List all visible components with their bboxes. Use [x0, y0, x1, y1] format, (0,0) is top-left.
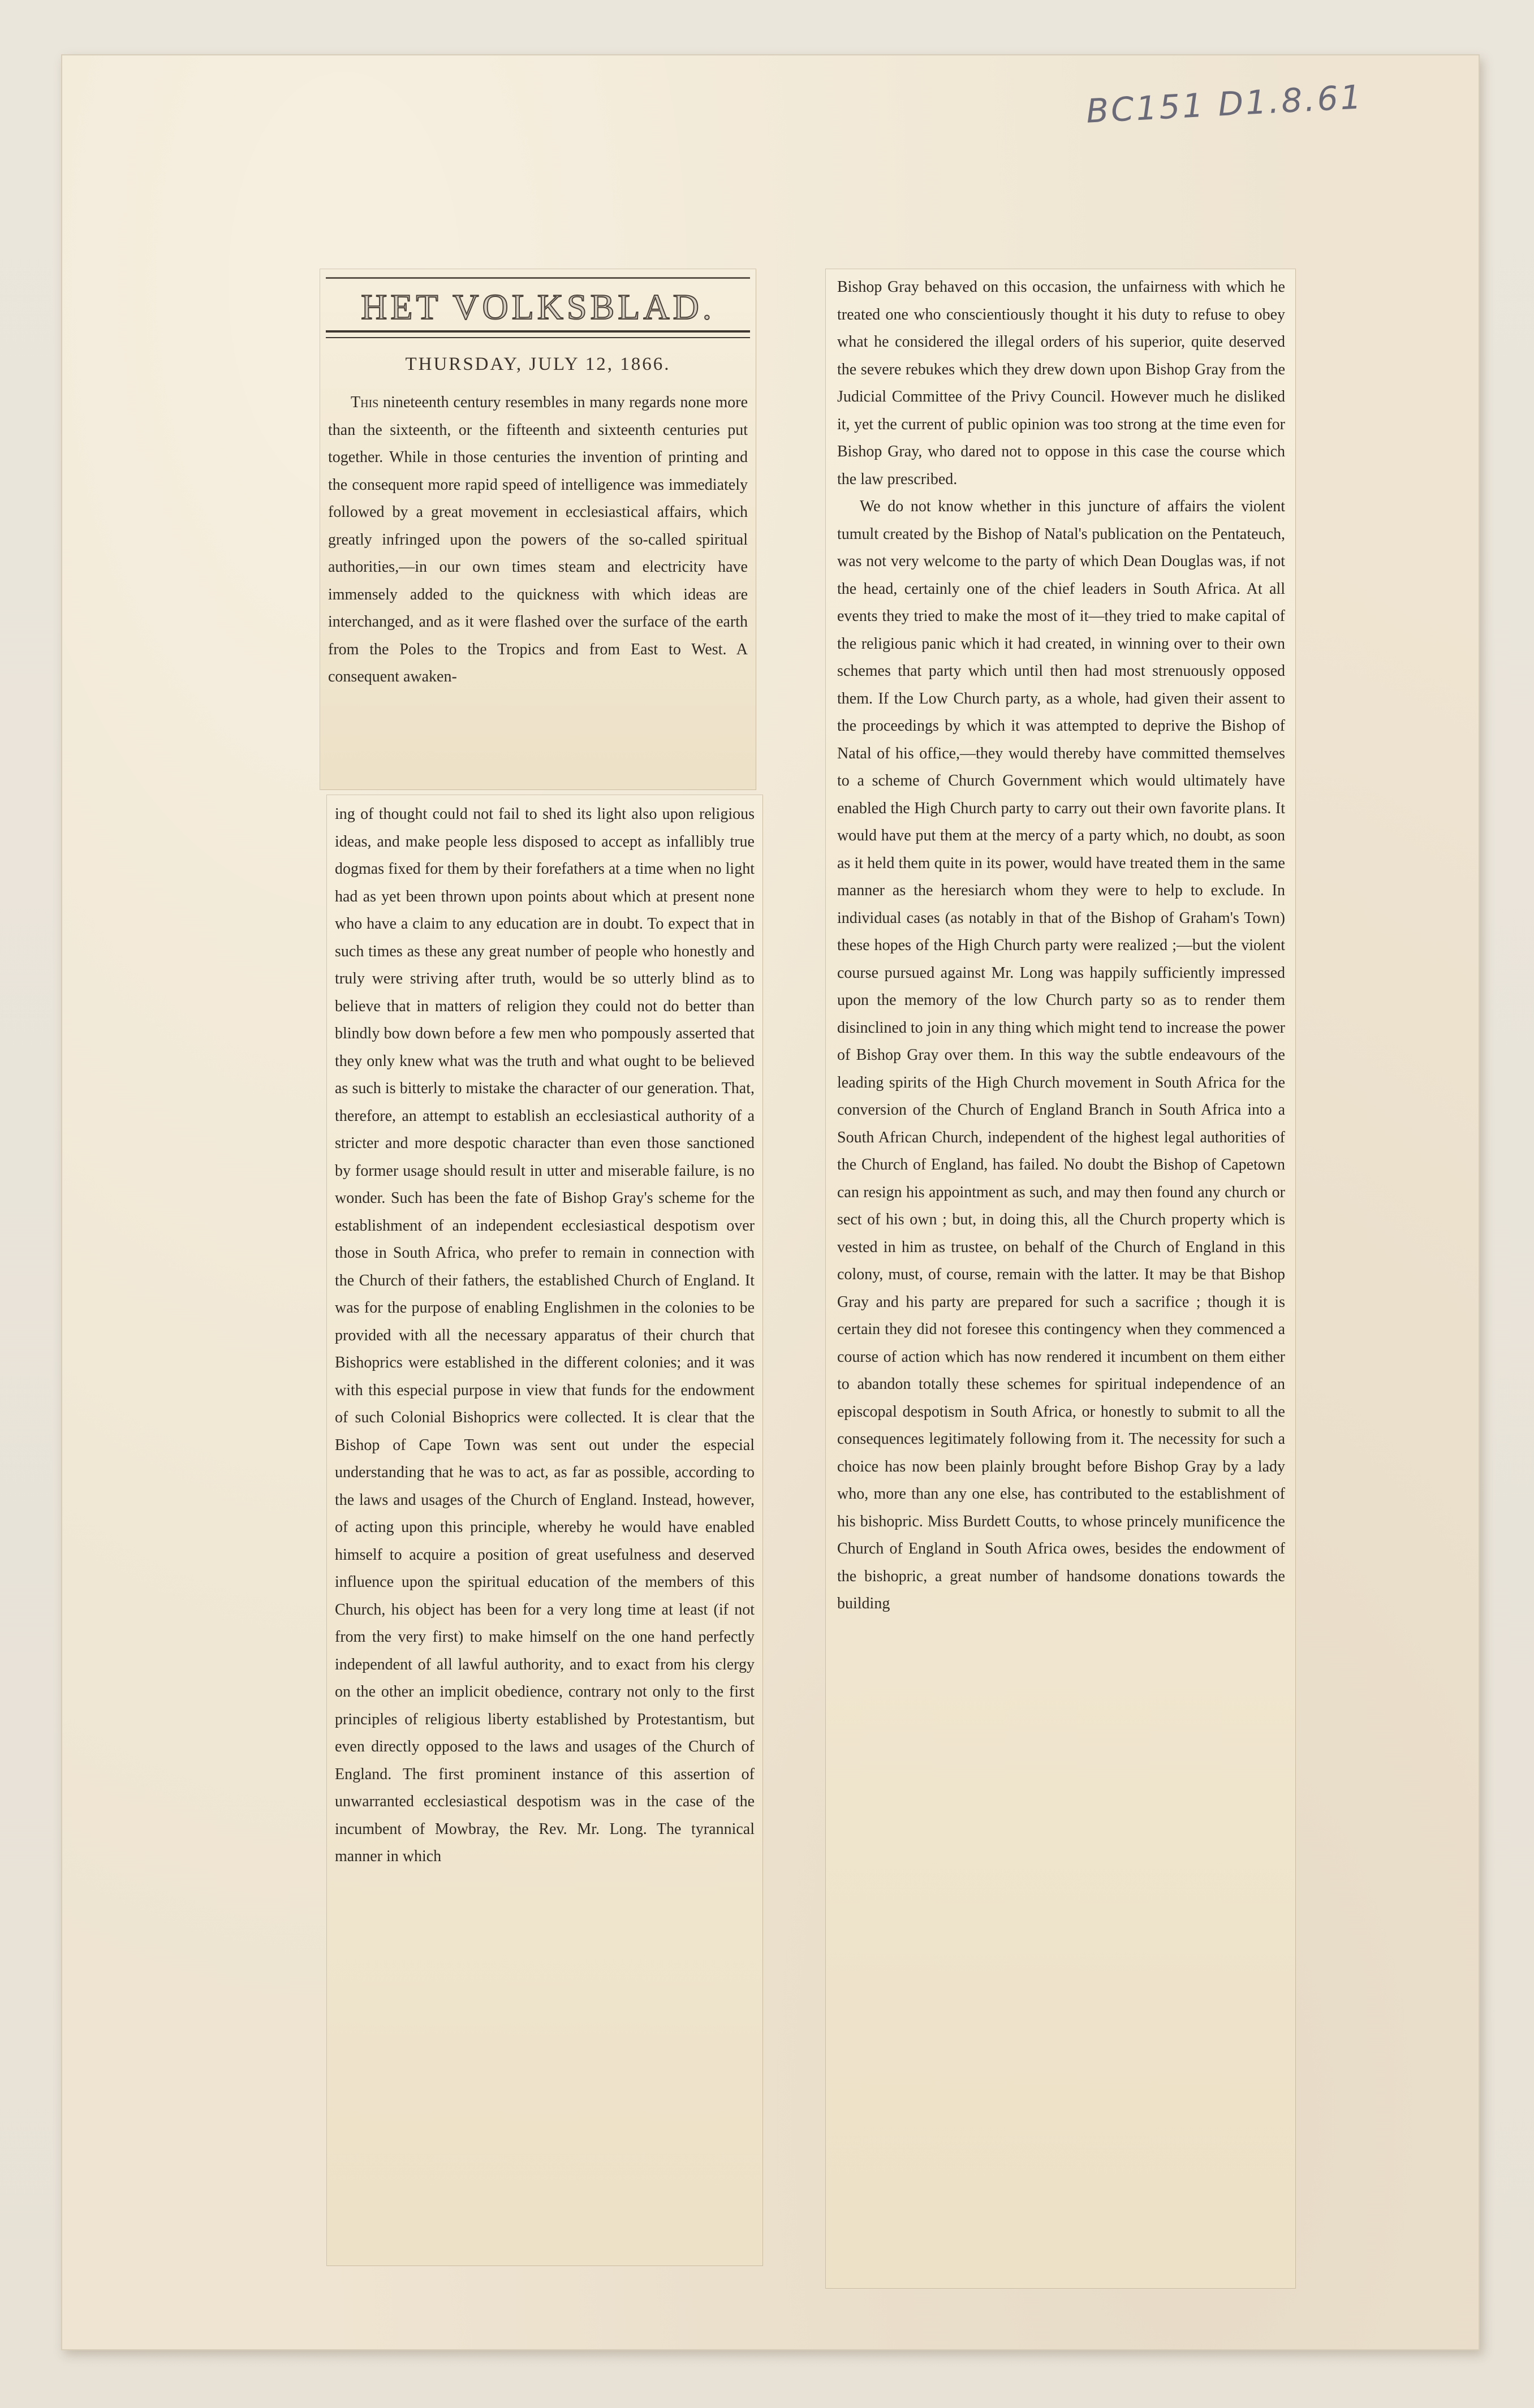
masthead-rule-double: [326, 330, 750, 338]
column-3-text: [837, 274, 1285, 2281]
column-1-body: nineteenth century resembles in many regards none more than the sixteenth, or the fifteenth and sixteenth centuries put together. While in those centuries the invention of printing and the consequent more rapid speed of intelligence was immediately followed by a great movement in ecclesiastical affairs, which greatly infringed upon the powers of the so-called spiritual authorities,—in our own times steam and electricity have immensely added to the quickness with which ideas are interchanged, and as it were flashed over the surface of the earth from the Poles to the Tropics and from East to West. A consequent awaken-: [328, 394, 748, 685]
lead-word: This: [351, 394, 379, 411]
newspaper-clipping-masthead: [320, 269, 756, 789]
handwritten-reference-note: BC151 D1.8.61: [1085, 77, 1365, 131]
column-1-paragraph: [328, 389, 748, 691]
newspaper-title: HET VOLKSBLAD.: [361, 287, 715, 327]
newspaper-clipping-column-3: [826, 269, 1295, 2288]
column-2-paragraph: ing of thought could not fail to shed its light also upon religious ideas, and make people less disposed to accept as infallibly true dogmas fixed for them by their forefathers at a time when no light had as yet been thrown upon points about which at present none who have a claim to any education are in doubt. To expect that in such times as these any great number of people who honestly and truly were striving after truth, would be so utterly blind as to believe that in matters of religion they could not do better than blindly bow down before a few men who pompously asserted that they only knew what was the truth and what ought to be believed as such is bitterly to mistake the character of our generation. That, therefore, an attempt to establish an ecclesiastical authority of a stricter and more despotic character than even those sanctioned by former usage should result in utter and miserable failure, is no wonder. Such has been the fate of Bishop Gray's scheme for the establishment of an independent ecclesiastical despotism over those in South Africa, who prefer to remain in connection with the Church of their fathers, the established Church of England. It was for the purpose of enabling Englishmen in the colonies to be provided with all the necessary apparatus of their church that Bishoprics were established in the different colonies; and it was with this especial purpose in view that funds for the endowment of such Colonial Bishoprics were collected. It is clear that the Bishop of Cape Town was sent out under the especial understanding that he was to act, as far as possible, according to the laws and usages of the Church of England. Instead, however, of acting upon this principle, whereby he would have enabled himself to acquire a position of great usefulness and deserved influence upon the spiritual education of the members of this Church, his object has been for a very long time at least (if not from the very first) to make himself on the one hand perfectly independent of all lawful authority, and to exact from his clergy on the other an implicit obedience, contrary not only to the first principles of religious liberty established by Protestantism, but even directly opposed to the laws and usages of the Church of England. The first prominent instance of this assertion of unwarranted ecclesiastical despotism was in the case of the incumbent of Mowbray, the Rev. Mr. Long. The tyrannical manner in which: [335, 805, 755, 1865]
column-3-paragraph-1: Bishop Gray behaved on this occasion, the unfairness with which he treated one who conscientiously thought it his duty to refuse to obey what he considered the illegal orders of his superior, quite deserved the severe rebukes which they drew down upon Bishop Gray from the Judicial Committee of the Privy Council. However much he disliked it, yet the current of public opinion was too strong at the time even for Bishop Gray, who dared not to oppose in this case the course which the law prescribed.: [837, 278, 1285, 488]
column-1-text: [328, 389, 748, 785]
masthead-rule-top: [326, 277, 750, 279]
masthead: [320, 269, 756, 348]
newspaper-clipping-column-2: [327, 795, 762, 2265]
column-2-text: [335, 801, 755, 2260]
dateline: THURSDAY, JULY 12, 1866.: [405, 354, 671, 374]
column-3-paragraph-2: We do not know whether in this juncture of affairs the violent tumult created by the Bishop of Natal's publication on the Pentateuch, was not very welcome to the party of which Dean Douglas was, if not the head, certainly one of the chief leaders in South Africa. At all events they tried to make the most of it—they tried to make capital of the religious panic which it had created, in winning over to their own schemes that party which until then had most strenuously opposed them. If the Low Church party, as a whole, had given their assent to the proceedings by which it was attempted to deprive the Bishop of Natal of his office,—they would thereby have committed themselves to a scheme of Church Government which would ultimately have enabled the High Church party to carry out their own favorite plans. It would have put them at the mercy of a party which, no doubt, as soon as it held them quite in its power, would have treated them in the same manner as the heresiarch whom they were to help to exclude. In individual cases (as notably in that of the Bishop of Graham's Town) these hopes of the High Church party were realized ;—but the violent course pursued against Mr. Long was happily sufficiently impressed upon the memory of the low Church party so as to render them disinclined to join in any thing which might tend to increase the power of Bishop Gray over them. In this way the subtle endeavours of the leading spirits of the High Church movement in South Africa for the conversion of the Church of England Branch in South Africa into a South African Church, independent of the highest legal authorities of the Church of England, has failed. No doubt the Bishop of Capetown can resign his appointment as such, and may then found any church or sect of his own ; but, in doing this, all the Church property which is vested in him as trustee, on behalf of the Church of England in this colony, must, of course, remain with the latter. It may be that Bishop Gray and his party are prepared for such a sacrifice ; though it is certain they did not foresee this contingency when they commenced a course of action which has now rendered it incumbent on them either to abandon totally these schemes for spiritual independence of an episcopal despotism in South Africa, or honestly to submit to all the consequences legitimately following from it. The necessity for such a choice has now been plainly brought before Bishop Gray by a lady who, more than any one else, has contributed to the establishment of his bishopric. Miss Burdett Coutts, to whose princely munificence the Church of England in South Africa owes, besides the endowment of the bishopric, a great number of handsome donations towards the building: [837, 498, 1285, 1612]
